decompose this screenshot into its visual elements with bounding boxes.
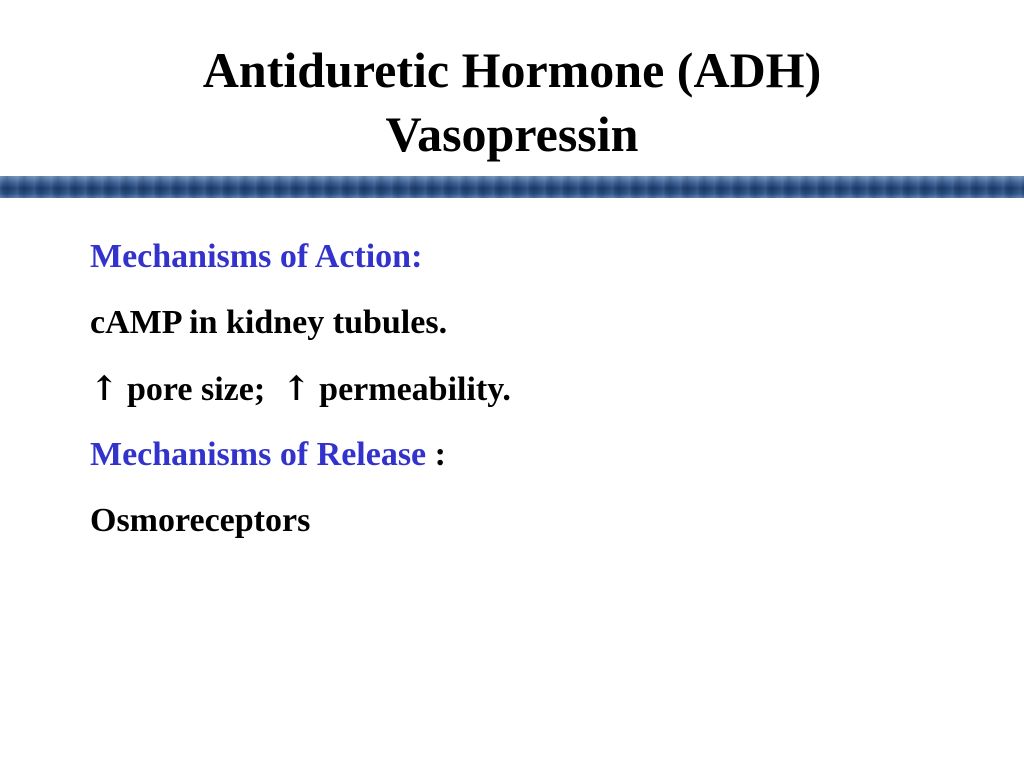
up-arrow-icon: ↑ xyxy=(282,369,311,409)
slide-title xyxy=(0,38,1024,166)
title-divider-bar xyxy=(0,176,1024,198)
camp-line: cAMP in kidney tubules. xyxy=(90,304,448,341)
mechanisms-of-action-heading: Mechanisms of Action: xyxy=(90,238,423,275)
osmoreceptors-line: Osmoreceptors xyxy=(90,502,311,539)
pore-permeability-line xyxy=(90,364,970,430)
permeability-text: permeability. xyxy=(319,371,511,408)
mechanisms-of-release-line xyxy=(90,430,970,496)
title-line-1: Antiduretic Hormone (ADH) xyxy=(202,42,822,98)
release-colon: : xyxy=(434,436,446,473)
up-arrow-icon: ↑ xyxy=(90,369,119,409)
title-line-2: Vasopressin xyxy=(385,106,639,162)
mechanisms-of-release-heading: Mechanisms of Release xyxy=(90,436,427,473)
pore-size-text: pore size; xyxy=(127,371,266,408)
slide-body xyxy=(90,232,970,562)
